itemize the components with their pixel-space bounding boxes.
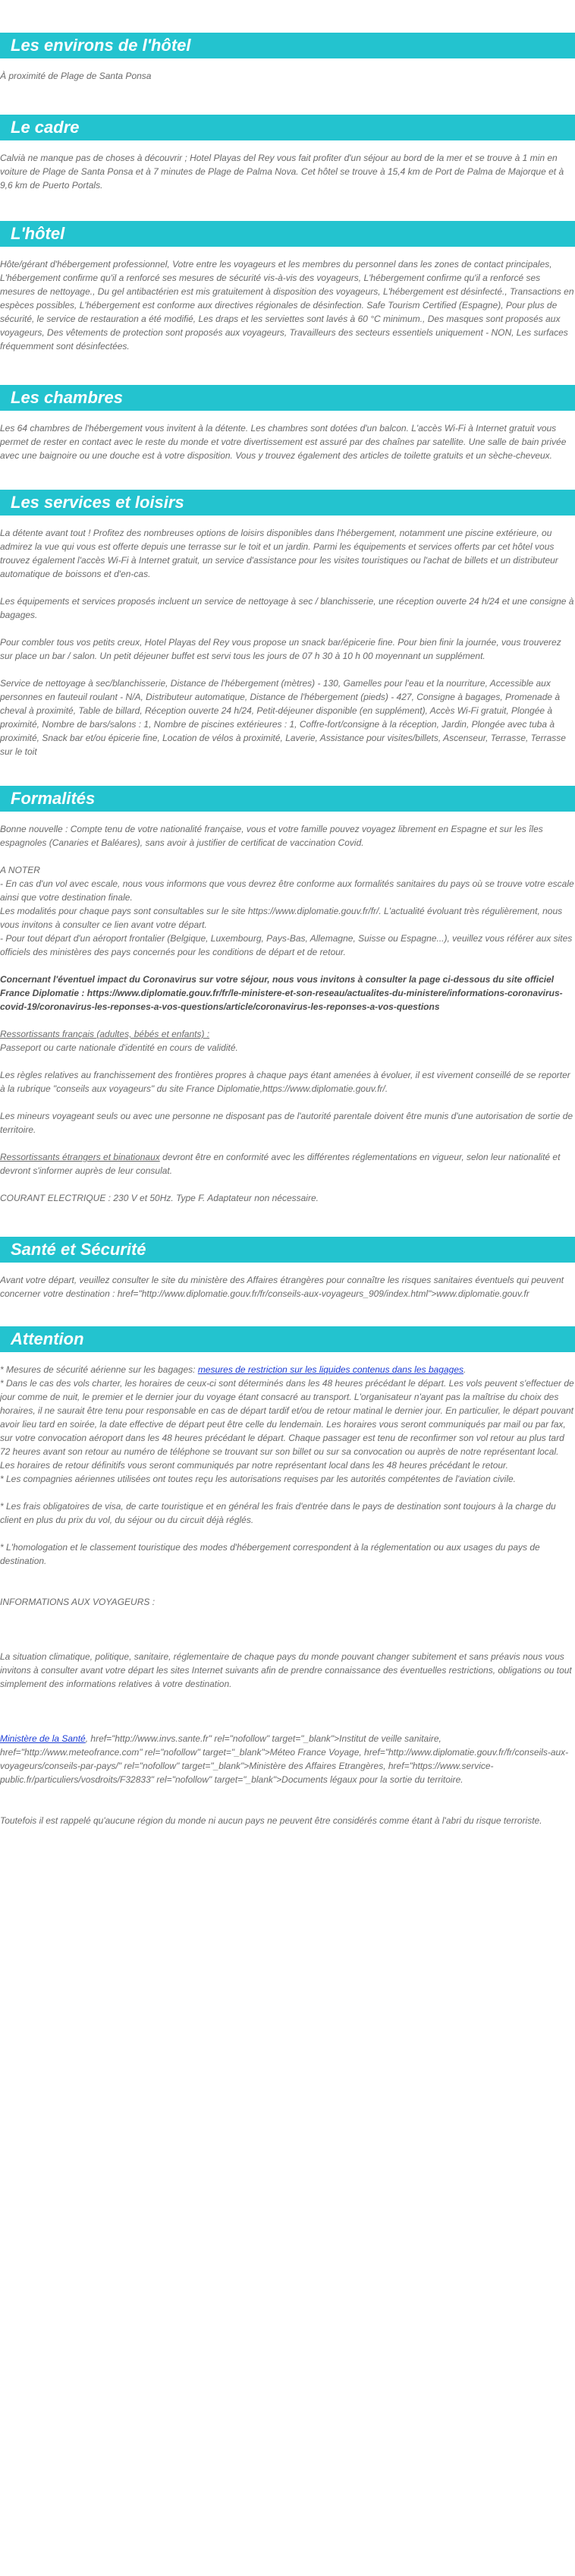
attention-p6: INFORMATIONS AUX VOYAGEURS :: [0, 1597, 156, 1607]
section-title-attention: Attention: [0, 1326, 575, 1352]
formalites-p4: - Pour tout départ d'un aéroport frontalier (Belgique, Luxembourg, Pays-Bas, Allemagne, Suisse ou Espagne...), veuillez vous référer aux sites officiels des ministères des pays concernés pour les conditions de départ et de retour.: [0, 933, 573, 957]
section-title-chambres: Les chambres: [0, 385, 575, 411]
formalites-p2: - En cas d'un vol avec escale, nous vous informons que vous devrez être conforme aux formalités sanitaires du pays où se trouve votre escale ainsi que votre destination finale.: [0, 878, 574, 903]
environs-text: À proximité de Plage de Santa Ponsa: [0, 71, 152, 81]
section-title-formalites: Formalités: [0, 786, 575, 812]
formalites-res-et: [0, 1150, 575, 1178]
attention-p5: * L'homologation et le classement touristique des modes d'hébergement correspondent à la réglementation ou aux usages du pays de destination.: [0, 1542, 540, 1566]
formalites-p7: Les mineurs voyageant seuls ou avec une personne ne disposant pas de l'autorité parentale doivent être munis d'une autorisation de sortie de territoire.: [0, 1111, 573, 1135]
attention-p7: La situation climatique, politique, sanitaire, réglementaire de chaque pays du monde pouvant changer subitement et sans préavis nous vous invitons à consulter avant votre départ les sites Internet suivants afin de prendre connaissance des éventuelles restrictions, obligations ou tout simplement des informations relatives à votre destination.: [0, 1651, 572, 1689]
formalites-res-fr-title: Ressortissants français (adultes, bébés et enfants) :: [0, 1029, 210, 1039]
sante-text: Avant votre départ, veuillez consulter le site du ministère des Affaires étrangères pour connaître les risques sanitaires éventuels qui peuvent concerner votre destination : href="http://www.diplomatie.gouv.fr/fr/conseils-aux-voyageurs_909/index.html">www.diplomatie.gouv.fr: [0, 1275, 564, 1299]
formalites-a-noter: A NOTER: [0, 865, 40, 875]
formalites-p1: Bonne nouvelle : Compte tenu de votre nationalité française, vous et votre famille pouvez voyagez librement en Espagne et sur les îles espagnoles (Canaries et Baléares), sans avoir à justifier de certificat de vaccination Covid.: [0, 824, 543, 848]
section-title-sante: Santé et Sécurité: [0, 1237, 575, 1263]
formalites-courant: COURANT ELECTRIQUE : 230 V et 50Hz. Type F. Adaptateur non nécessaire.: [0, 1193, 319, 1203]
section-title-cadre: Le cadre: [0, 115, 575, 140]
section-body-attention: [0, 1363, 575, 1827]
attention-p4: * Les frais obligatoires de visa, de carte touristique et en général les frais d'entrée dans le pays de destination sont toujours à la charge du client en plus du prix du vol, du séjour ou du circuit déjà réglés.: [0, 1501, 556, 1525]
services-p2: Les équipements et services proposés incluent un service de nettoyage à sec / blanchisserie, une réception ouverte 24 h/24 et une consigne à bagages.: [0, 596, 574, 620]
cadre-text: Calvià ne manque pas de choses à découvrir ; Hotel Playas del Rey vous fait profiter d'un séjour au bord de la mer et se trouve à 1 min en voiture de Plage de Santa Ponsa et à 7 minutes de Plage de Palma Nova. Cet hôtel se trouve à 15,4 km de Port de Palma de Majorque et à 9,6 km de Puerto Portals.: [0, 153, 564, 191]
attention-p1: [0, 1363, 575, 1376]
services-p1: La détente avant tout ! Profitez des nombreuses options de loisirs disponibles dans l'hébergement, notamment une piscine extérieure, ou admirez la vue qui vous est offerte depuis une terrasse sur le toit et un jardin. Parmi les équipements et services offerts par cet hôtel vous trouvez également l'accès Wi-Fi à Internet gratuit, un service d'assistance pour les visites touristiques ou l'achat de billets et un distributeur automatique de boissons et d'en-cas.: [0, 528, 558, 579]
formalites-res-fr-text: Passeport ou carte nationale d'identité en cours de validité.: [0, 1042, 238, 1053]
section-body-environs: [0, 69, 575, 83]
formalites-coronavirus-notice: Concernant l'éventuel impact du Coronavirus sur votre séjour, nous vous invitons à consulter la page ci-dessous du site officiel France Diplomatie : https://www.diplomatie.gouv.fr/fr/le-ministere-et-son-reseau/actualites-du-ministere/informations-coronavirus-covid-19/coronavirus-les-reponses-a-vos-questions/article/coronavirus-les-reponses-a-vos-questions: [0, 974, 563, 1012]
section-title-hotel: L'hôtel: [0, 221, 575, 247]
attention-p8: [0, 1732, 575, 1786]
attention-p3: * Les compagnies aériennes utilisées ont toutes reçu les autorisations requises par les autorités compétentes de l'aviation civile.: [0, 1474, 516, 1484]
section-body-services: [0, 526, 575, 758]
section-title-services: Les services et loisirs: [0, 490, 575, 516]
section-body-hotel: [0, 257, 575, 353]
formalites-res-et-title: Ressortissants étrangers et binationaux: [0, 1152, 160, 1162]
ministere-sante-link[interactable]: Ministère de la Santé: [0, 1733, 86, 1744]
formalites-res-et-text: devront être en conformité avec les différentes réglementations en vigueur, selon leur nationalité et devront s'informer auprès de leur consulat.: [0, 1152, 561, 1176]
attention-p1-post: .: [463, 1364, 467, 1375]
formalites-p6: Les règles relatives au franchissement des frontières propres à chaque pays étant amenées à évoluer, il est vivement conseillé de se reporter à la rubrique "conseils aux voyageurs" du site France Diplomatie,https://www.diplomatie.gouv.fr/.: [0, 1070, 570, 1094]
hotel-text: Hôte/gérant d'hébergement professionnel, Votre entre les voyageurs et les membres du personnel dans les zones de contact principales, L'hébergement confirme qu'il a renforcé ses mesures de sécurité vis-à-vis des voyageurs, L'hébergement confirme qu'il a renforcé ses mesures de nettoyage., Du gel antibactérien est mis gratuitement à disposition des voyageurs, L'hébergement est désinfecté., Transactions en espèces possibles, L'hébergement est conforme aux directives régionales de désinfection. Safe Tourism Certified (Espagne), Pour plus de sécurité, le service de restauration a été modifié, Les draps et les serviettes sont lavés à 60 °C minimum., Des masques sont proposés aux voyageurs, Des vêtements de protection sont proposés aux voyageurs, Travailleurs des secteurs essentiels uniquement - NON, Les surfaces fréquemment sont désinfectées.: [0, 259, 574, 352]
attention-p1-pre: * Mesures de sécurité aérienne sur les bagages:: [0, 1364, 198, 1375]
liquides-restriction-link[interactable]: mesures de restriction sur les liquides contenus dans les bagages: [197, 1364, 464, 1375]
attention-p2: * Dans le cas des vols charter, les horaires de ceux-ci sont déterminés dans les 48 heures précédant le départ. Les vols peuvent s'effectuer de jour comme de nuit, le premier et le dernier jour du voyage étant consacré au transport. L'organisateur n'ayant pas la maîtrise du choix des horaires, il ne saurait être tenu pour responsable en cas de départ tardif et/ou de retour matinal le dernier jour. En particulier, le départ pouvant avoir lieu tard en soirée, la date effective de départ peut être celle du lendemain. Les horaires vous seront communiqués par mail ou par fax, sur votre convocation aéroport dans les 48 heures précédant le départ. Chaque passager est tenu de reconfirmer son vol retour au plus tard 72 heures avant son retour au numéro de téléphone se trouvant sur son billet ou sur sa convocation ou auprès de notre représentant local. Les horaires de retour définitifs vous seront communiqués par notre représentant local dans les 48 heures précédant le retour.: [0, 1378, 574, 1471]
services-p3: Pour combler tous vos petits creux, Hotel Playas del Rey vous propose un snack bar/épicerie fine. Pour bien finir la journée, vous trouverez sur place un bar / salon. Un petit déjeuner buffet est servi tous les jours de 07 h 30 à 10 h 00 moyennant un supplément.: [0, 637, 561, 661]
services-p4: Service de nettoyage à sec/blanchisserie, Distance de l'hébergement (mètres) - 130, Gamelles pour l'eau et la nourriture, Accessible aux personnes en fauteuil roulant - N/A, Distributeur automatique, Distance de l'hébergement (pieds) - 427, Consigne à bagages, Promenade à cheval à proximité, Table de billard, Réception ouverte 24 h/24, Petit-déjeuner disponible (en supplément), Accès Wi-Fi gratuit, Plongée à proximité, Nombre de bars/salons : 1, Nombre de piscines extérieures : 1, Coffre-fort/consigne à la réception, Jardin, Plongée avec tuba à proximité, Snack bar et/ou épicerie fine, Location de vélos à proximité, Laverie, Assistance pour visites/billets, Ascenseur, Terrasse, Terrasse sur le toit: [0, 678, 566, 757]
section-body-chambres: [0, 421, 575, 462]
attention-p8-post: , href="http://www.invs.sante.fr" rel="nofollow" target="_blank">Institut de veille sanitaire, href="http://www.meteofrance.com" rel="nofollow" target="_blank">Méteo France Voyage, href="http://www.diplomatie.gouv.fr/fr/conseils-aux-voyageurs/conseils-par-pays/" rel="nofollow" target="_blank">Ministère des Affaires Etrangères, href="https://www.service-public.fr/particuliers/vosdroits/F32833" rel="nofollow" target="_blank">Documents légaux pour la sortie du territoire.: [0, 1733, 569, 1785]
attention-p9: Toutefois il est rappelé qu'aucune région du monde ni aucun pays ne peuvent être considérés comme étant à l'abri du risque terroriste.: [0, 1815, 542, 1826]
section-body-cadre: [0, 151, 575, 192]
chambres-text: Les 64 chambres de l'hébergement vous invitent à la détente. Les chambres sont dotées d'un balcon. L'accès Wi-Fi à Internet gratuit vous permet de rester en contact avec le reste du monde et votre divertissement est assuré par des chaînes par satellite. Une salle de bain privée avec une baignoire ou une douche est à votre disposition. Vous y trouvez également des articles de toilette gratuits et un sèche-cheveux.: [0, 423, 567, 461]
section-body-sante: [0, 1273, 575, 1301]
section-body-formalites: [0, 822, 575, 1205]
section-title-environs: Les environs de l'hôtel: [0, 33, 575, 58]
formalites-p3: Les modalités pour chaque pays sont consultables sur le site https://www.diplomatie.gouv.fr/fr/. L'actualité évoluant très régulièrement, nous vous invitons à consulter ce lien avant votre départ.: [0, 906, 563, 930]
